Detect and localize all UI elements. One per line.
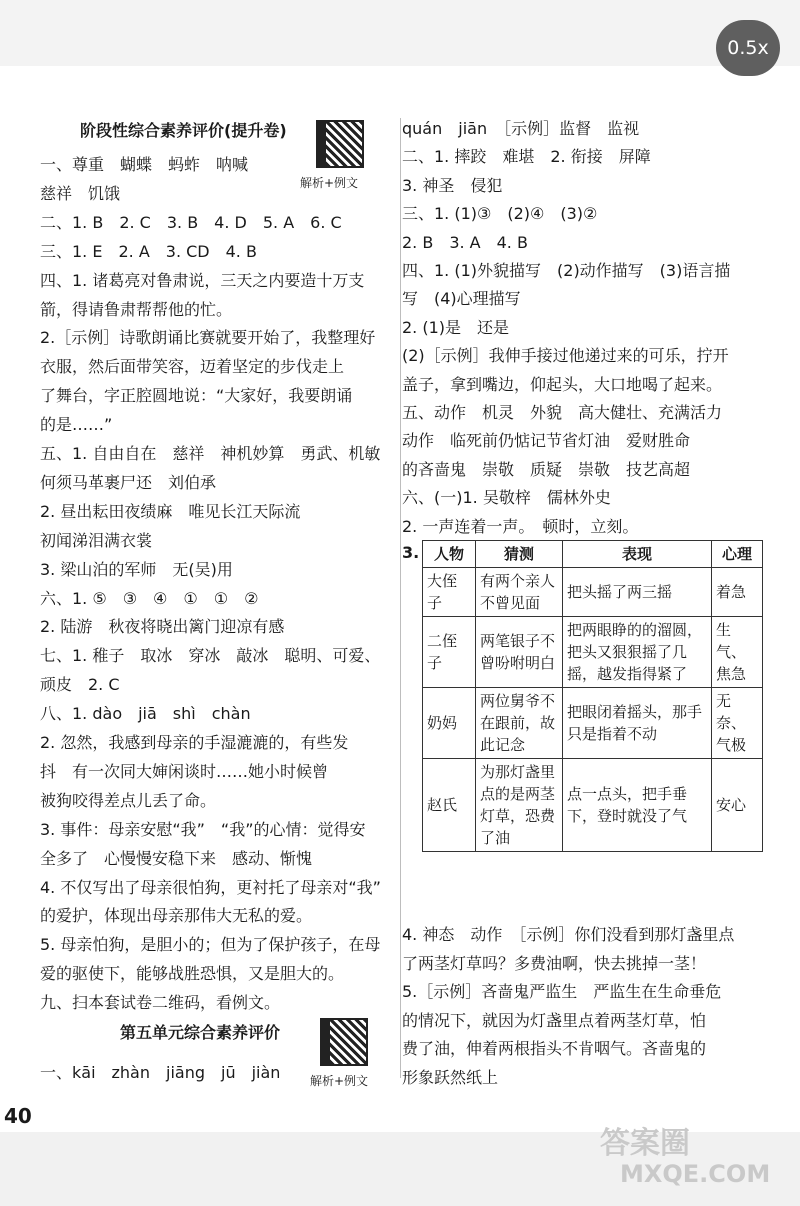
- answer-line: 四、1. (1)外貌描写 (2)动作描写 (3)语言描: [402, 261, 731, 280]
- table-cell: 为那灯盏里点的是两茎灯草，恐费了油: [476, 759, 563, 852]
- watermark-url: MXQE.COM: [620, 1160, 771, 1188]
- answer-line: 的爱护，体现出母亲那伟大无私的爱。: [40, 906, 313, 926]
- answer-line: 七、1. 稚子 取冰 穿冰 敲冰 聪明、可爱、: [40, 646, 381, 666]
- answer-line: 箭，得请鲁肃帮帮他的忙。: [40, 299, 233, 319]
- answer-line: 顽皮 2. C: [40, 675, 120, 695]
- answer-line: 全多了 心慢慢安稳下来 感动、惭愧: [40, 848, 313, 868]
- header-cell: 猜测: [476, 541, 563, 568]
- answer-line: 三、1. (1)③ (2)④ (3)②: [402, 204, 598, 224]
- answer-line: 4. 神态 动作 ［示例］你们没看到那灯盏里点: [402, 925, 735, 944]
- answer-line: 五、动作 机灵 外貌 高大健壮、充满活力: [402, 403, 723, 422]
- answer-line: 写 (4)心理描写: [402, 289, 521, 309]
- answer-line: 三、1. E 2. A 3. CD 4. B: [40, 241, 257, 261]
- table-cell: 大侄子: [423, 568, 476, 617]
- answer-line: 5. 母亲怕狗，是胆小的；但为了保护孩子，在母: [40, 935, 381, 955]
- answer-line: 2. 一声连着一声。 顿时，立刻。: [402, 516, 639, 536]
- answer-line: 费了油，伸着两根指头不肯咽气。吝啬鬼的: [402, 1039, 707, 1059]
- answer-line: 八、1. dào jiā shì chàn: [40, 704, 251, 724]
- answer-line: 了舞台，字正腔圆地说：“大家好，我要朗诵: [40, 386, 353, 406]
- answer-line: 衣服，然后面带笑容，迈着坚定的步伐走上: [40, 357, 345, 377]
- answer-line: 的吝啬鬼 崇敬 质疑 崇敬 技艺高超: [402, 459, 691, 479]
- table-cell: 把眼闭着摇头，那手只是指着不动: [563, 688, 712, 759]
- table-row: [423, 617, 763, 688]
- section-title-1: 阶段性综合素养评价(提升卷): [80, 121, 287, 140]
- answer-line: 了两茎灯草吗？多费油啊，快去挑掉一茎！: [402, 953, 707, 973]
- answer-line: 2. 忽然，我感到母亲的手湿漉漉的，有些发: [40, 733, 349, 752]
- answer-line: 3. 事件：母亲安慰“我” “我”的心情：觉得安: [40, 819, 366, 839]
- answer-line: 六、(一)1. 吴敬梓 儒林外史: [402, 488, 611, 508]
- table-cell: 把两眼睁的的溜圆，把头又狠狠摇了几摇，越发指得紧了: [563, 617, 712, 688]
- table-row: [423, 688, 763, 759]
- answer-line: 二、1. 摔跤 难堪 2. 衔接 屏障: [402, 147, 651, 167]
- table-cell: 有两个亲人不曾见面: [476, 568, 563, 617]
- answer-line: 动作 临死前仍惦记节省灯油 爱财胜命: [402, 431, 691, 451]
- header-cell: 表现: [563, 541, 712, 568]
- answer-line: 2. B 3. A 4. B: [402, 232, 528, 252]
- table-label: 3.: [402, 543, 420, 562]
- table-cell: 无奈、气极: [712, 688, 763, 759]
- answer-line: 慈祥 饥饿: [40, 183, 121, 203]
- answer-line: 5.［示例］吝啬鬼严监生 严监生在生命垂危: [402, 982, 722, 1002]
- qr-label-1: 解析+例文: [300, 176, 359, 190]
- playback-speed-button[interactable]: 0.5x: [716, 20, 780, 76]
- answer-line: 的是……”: [40, 415, 113, 435]
- answer-line: 2.［示例］诗歌朗诵比赛就要开始了，我整理好: [40, 328, 376, 348]
- character-analysis-table: [422, 540, 763, 852]
- column-divider: [400, 118, 401, 1078]
- answer-line: 爱的驱使下，能够战胜恐惧，又是胆大的。: [40, 964, 345, 984]
- table-row: [423, 568, 763, 617]
- table-cell: 两笔银子不曾吩咐明白: [476, 617, 563, 688]
- answer-line: 的情况下，就因为灯盏里点着两茎灯草，怕: [402, 1010, 707, 1030]
- answer-line: 九、扫本套试卷二维码，看例文。: [40, 993, 281, 1013]
- qr-label-2: 解析+例文: [310, 1074, 369, 1088]
- answer-line: 2. 昼出耘田夜绩麻 唯见长江天际流: [40, 501, 301, 521]
- answer-line: 六、1. ⑤ ③ ④ ① ① ②: [40, 588, 259, 608]
- table-cell: 两位舅爷不在跟前，故此记念: [476, 688, 563, 759]
- answer-line: 盖子，拿到嘴边，仰起头，大口地喝了起来。: [402, 374, 723, 394]
- answer-line: 一、尊重 蝴蝶 蚂蚱 呐喊: [40, 155, 249, 174]
- table-header-row: [423, 541, 763, 568]
- table-cell: 赵氏: [423, 759, 476, 852]
- answer-line: 二、1. B 2. C 3. B 4. D 5. A 6. C: [40, 212, 342, 232]
- answer-line: 四、1. 诸葛亮对鲁肃说，三天之内要造十万支: [40, 270, 365, 290]
- answer-line: 形象跃然纸上: [402, 1068, 499, 1087]
- table-cell: 奶妈: [423, 688, 476, 759]
- answer-line: 3. 神圣 侵犯: [402, 175, 503, 195]
- answer-line: 2. (1)是 还是: [402, 317, 510, 337]
- answer-line: 3. 梁山泊的军师 无(吴)用: [40, 559, 233, 579]
- top-bar: [0, 0, 800, 66]
- answer-line: quán jiān ［示例］监督 监视: [402, 119, 640, 138]
- watermark-logo: 答案圈: [600, 1126, 690, 1161]
- answer-line: 4. 不仅写出了母亲很怕狗，更衬托了母亲对“我”: [40, 877, 381, 897]
- table-cell: 把头摇了两三摇: [563, 568, 712, 617]
- table-cell: 安心: [712, 759, 763, 852]
- answer-line: 五、1. 自由自在 慈祥 神机妙算 勇武、机敏: [40, 444, 381, 463]
- answer-line: 何须马革裹尸还 刘伯承: [40, 472, 217, 492]
- qr-code-icon[interactable]: [320, 1018, 368, 1066]
- table-cell: 生气、焦急: [712, 617, 763, 688]
- qr-code-icon[interactable]: [316, 120, 364, 168]
- page-number: 40: [4, 1104, 32, 1128]
- table-cell: 点一点头，把手垂下，登时就没了气: [563, 759, 712, 852]
- table-row: [423, 759, 763, 852]
- header-cell: 人物: [423, 541, 476, 568]
- answer-line: (2)［示例］我伸手接过他递过来的可乐，拧开: [402, 346, 729, 366]
- header-cell: 心理: [712, 541, 763, 568]
- table-cell: 二侄子: [423, 617, 476, 688]
- answer-line: 抖 有一次同大婶闲谈时……她小时候曾: [40, 761, 329, 781]
- section-title-2: 第五单元综合素养评价: [120, 1023, 281, 1042]
- table-cell: 着急: [712, 568, 763, 617]
- answer-line: 初闻涕泪满衣裳: [40, 530, 153, 550]
- answer-line: 2. 陆游 秋夜将晓出篱门迎凉有感: [40, 617, 285, 637]
- answer-line: 被狗咬得差点儿丢了命。: [40, 790, 217, 810]
- pinyin-line: 一、kāi zhàn jiāng jū jiàn: [40, 1063, 281, 1082]
